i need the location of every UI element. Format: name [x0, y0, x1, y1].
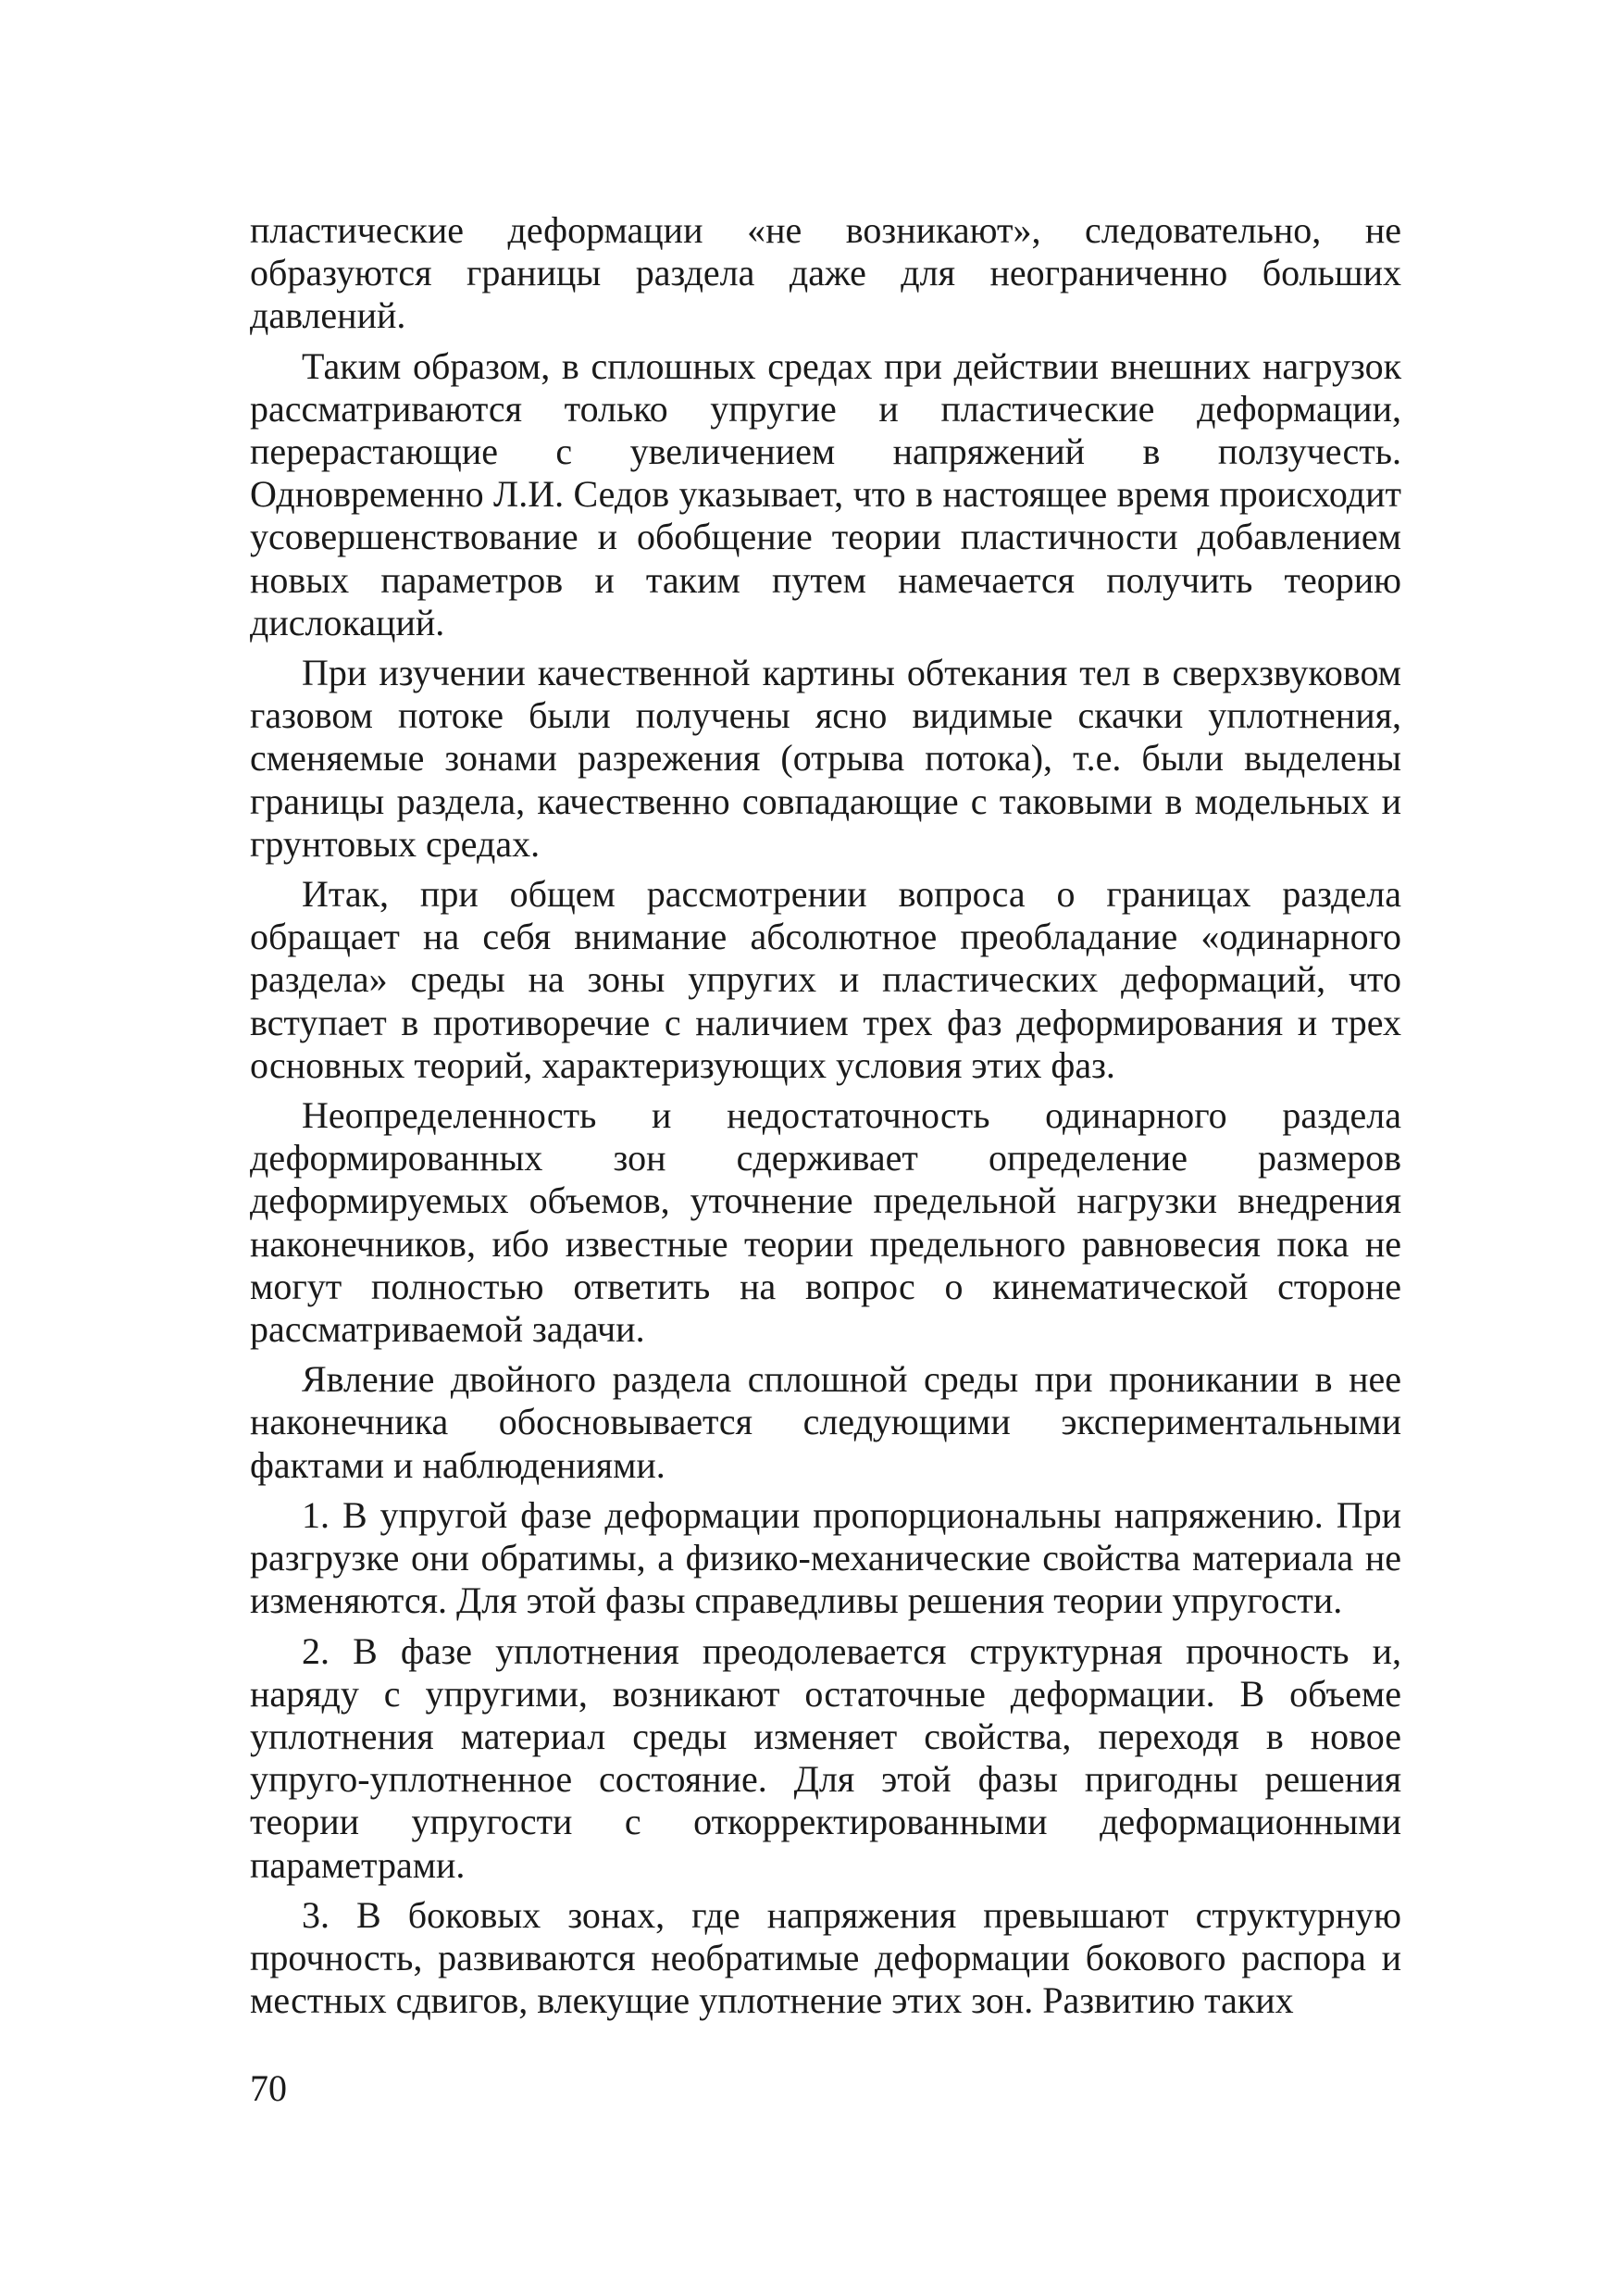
paragraph-1: пластические деформации «не возникают», следовательно, не образуются границы раздела даже для неограниченно больших давлений. [250, 209, 1401, 337]
paragraph-2: Таким образом, в сплошных средах при действии внешних нагрузок рассматриваются только упругие и пластические деформации, перерастающие с увеличением напряжений в ползучесть. Одновременно Л.И. Седов указывает, что в настоящее время происходит усовершенствование и обобщение теории пластичности добавлением новых параметров и таким путем намечается получить теорию дислокаций. [250, 344, 1401, 643]
body-text [250, 209, 1401, 2029]
paragraph-5: Неопределенность и недостаточность одинарного раздела деформированных зон сдерживает определение размеров деформируемых объемов, уточнение предельной нагрузки внедрения наконечников, ибо известные теории предельного равновесия пока не могут полностью ответить на вопрос о кинематической стороне рассматриваемой задачи. [250, 1094, 1401, 1351]
list-item-3: 3. В боковых зонах, где напряжения превышают структурную прочность, развиваются необратимые деформации бокового распора и местных сдвигов, влекущие уплотнение этих зон. Развитию таких [250, 1893, 1401, 2022]
paragraph-3: При изучении качественной картины обтекания тел в сверхзвуковом газовом потоке были получены ясно видимые скачки уплотнения, сменяемые зонами разрежения (отрыва потока), т.е. были выделены границы раздела, качественно совпадающие с таковыми в модельных и грунтовых средах. [250, 652, 1401, 865]
paragraph-4: Итак, при общем рассмотрении вопроса о границах раздела обращает на себя внимание абсолютное преобладание «одинарного раздела» среды на зоны упругих и пластических деформаций, что вступает в противоречие с наличием трех фаз деформирования и трех основных теорий, характеризующих условия этих фаз. [250, 873, 1401, 1086]
list-item-1: 1. В упругой фазе деформации пропорциональны напряжению. При разгрузке они обратимы, а физико-механические свойства материала не изменяются. Для этой фазы справедливы решения теории упругости. [250, 1493, 1401, 1622]
paragraph-6: Явление двойного раздела сплошной среды при проникании в нее наконечника обосновывается следующими экспериментальными фактами и наблюдениями. [250, 1358, 1401, 1486]
page-number: 70 [250, 2067, 287, 2109]
list-item-2: 2. В фазе уплотнения преодолевается структурная прочность и, наряду с упругими, возникают остаточные деформации. В объеме уплотнения материал среды изменяет свойства, переходя в новое упруго-уплотненное состояние. Для этой фазы пригодны решения теории упругости с откорректированными деформационными параметрами. [250, 1629, 1401, 1886]
